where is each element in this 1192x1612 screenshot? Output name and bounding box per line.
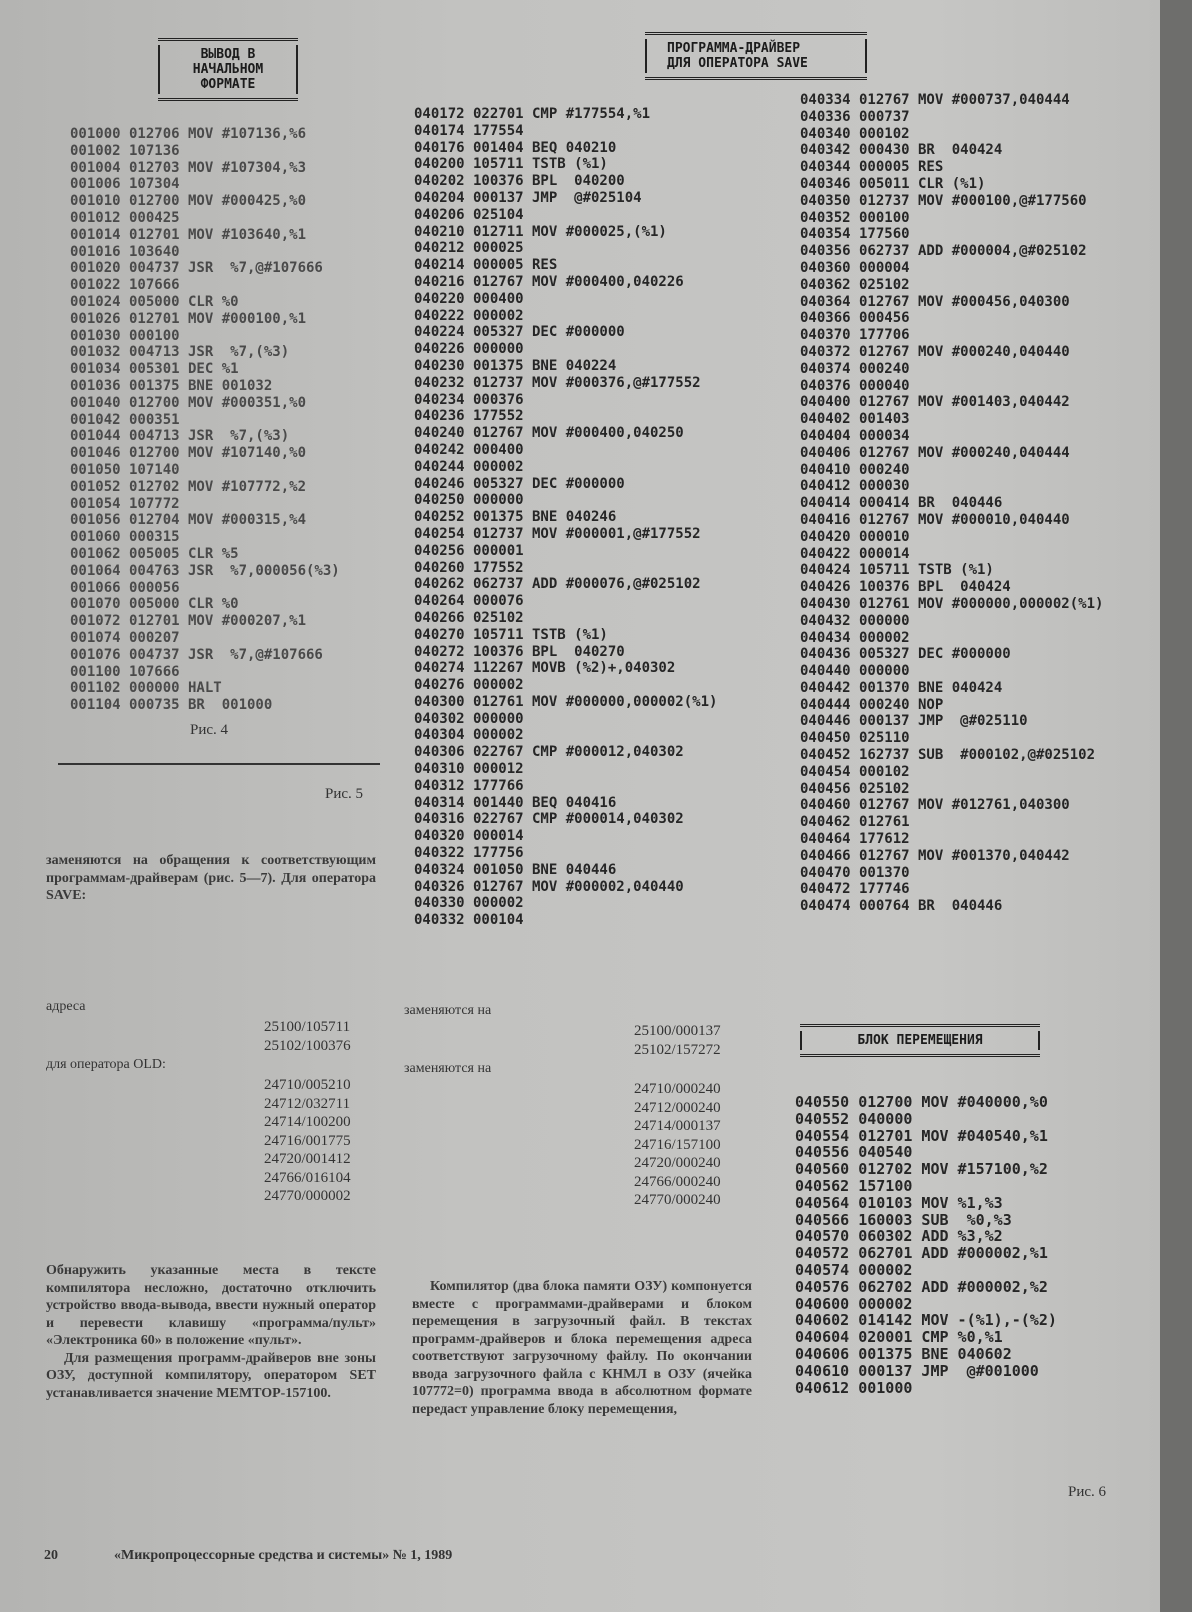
- code-line: 040576 062702 ADD #000002,%2: [795, 1277, 1048, 1296]
- code-line: 040426 100376 BPL 040424: [800, 579, 1011, 596]
- code-line: 001050 107140: [70, 461, 180, 478]
- code-line: 001054 107772: [70, 495, 180, 512]
- code-line: 040222 000002: [414, 307, 524, 324]
- fig6-caption: Рис. 6: [1068, 1484, 1107, 1500]
- code-line: 040602 014142 MOV -(%1),-(%2): [795, 1311, 1057, 1330]
- code-line: 040276 000002: [414, 677, 524, 694]
- code-line: 040270 105711 TSTB (%1): [414, 626, 608, 643]
- code-line: 040252 001375 BNE 040246: [414, 509, 617, 526]
- code-line: 040474 000764 BR 040446: [800, 898, 1003, 915]
- code-line: 040414 000414 BR 040446: [800, 495, 1003, 512]
- code-line: 001032 004713 JSR %7,(%3): [70, 344, 290, 361]
- address-entry: 24720/001412: [264, 1151, 351, 1167]
- code-line: 001022 107666: [70, 277, 180, 294]
- code-line: 040340 000102: [800, 125, 910, 142]
- address-entry: 25100/000137: [634, 1023, 721, 1039]
- fig4-title-line: ВЫВОД В: [200, 47, 256, 62]
- code-line: 040246 005327 DEC #000000: [414, 475, 625, 492]
- code-line: 040224 005327 DEC #000000: [414, 324, 625, 341]
- code-line: 040434 000002: [800, 629, 910, 646]
- code-line: 040572 062701 ADD #000002,%1: [795, 1244, 1048, 1263]
- code-line: 040570 060302 ADD %3,%2: [795, 1227, 1003, 1246]
- fig-divider-rule: [58, 763, 380, 765]
- journal-title: «Микропроцессорные средства и системы» № 1, 1989: [114, 1548, 453, 1563]
- code-line: 001052 012702 MOV #107772,%2: [70, 478, 307, 495]
- code-line: 001004 012703 MOV #107304,%3: [70, 159, 307, 176]
- code-line: 001076 004737 JSR %7,@#107666: [70, 646, 323, 663]
- code-line: 040306 022767 CMP #000012,040302: [414, 744, 684, 761]
- code-line: 040412 000030: [800, 478, 910, 495]
- code-line: 040604 020001 CMP %0,%1: [795, 1328, 1003, 1347]
- code-line: 001066 000056: [70, 579, 180, 596]
- code-line: 040250 000000: [414, 492, 524, 509]
- address-entry: 24714/000137: [634, 1118, 721, 1134]
- code-line: 001064 004763 JSR %7,000056(%3): [70, 562, 340, 579]
- code-line: 040212 000025: [414, 240, 524, 257]
- code-line: 040330 000002: [414, 895, 524, 912]
- code-line: 040234 000376: [414, 391, 524, 408]
- fig5-title-line: ДЛЯ ОПЕРАТОРА SAVE: [667, 56, 808, 71]
- old-addresses-original: [264, 1076, 351, 1206]
- code-line: 040556 040540: [795, 1143, 913, 1162]
- code-line: 001026 012701 MOV #000100,%1: [70, 310, 307, 327]
- code-line: 040354 177560: [800, 226, 910, 243]
- code-line: 001020 004737 JSR %7,@#107666: [70, 260, 323, 277]
- address-entry: 24714/100200: [264, 1114, 351, 1130]
- middle-paragraph: Компилятор (два блока памяти ОЗУ) компонуется вместе с программами-драйверами и блоком перемещения в загрузочный файл. В текстах программ-драйверов и блока перемещения адреса соответствуют загрузочному файлу. По окончании ввода загрузочного файла с КНМЛ в ОЗУ (ячейка 107772=0) программа ввода в абсолютном формате передаст управление блоку перемещения,: [412, 1279, 752, 1417]
- code-line: 040274 112267 MOVB (%2)+,040302: [414, 660, 676, 677]
- code-line: 040174 177554: [414, 122, 524, 139]
- code-line: 040560 012702 MOV #157100,%2: [795, 1160, 1048, 1179]
- replaced-label-old: заменяются на: [404, 1061, 492, 1076]
- fig5-caption: Рис. 5: [325, 786, 364, 802]
- code-line: 040202 100376 BPL 040200: [414, 173, 625, 190]
- code-line: 040366 000456: [800, 310, 910, 327]
- address-entry: 25102/100376: [264, 1037, 351, 1054]
- fig6-code-listing: [795, 1094, 1057, 1396]
- intro-text: заменяются на обращения к соответствующим программам-драйверам (рис. 5—7). Для оператора SAVE:: [46, 853, 376, 903]
- save-addresses-replaced: [634, 1022, 721, 1059]
- code-line: 040206 025104: [414, 206, 524, 223]
- code-line: 040370 177706: [800, 327, 910, 344]
- old-addresses-replaced: [634, 1080, 721, 1210]
- code-line: 040562 157100: [795, 1176, 913, 1195]
- code-line: 040564 010103 MOV %1,%3: [795, 1193, 1003, 1212]
- code-line: 040356 062737 ADD #000004,@#025102: [800, 243, 1087, 260]
- address-entry: 24716/001775: [264, 1132, 351, 1149]
- code-line: 040244 000002: [414, 458, 524, 475]
- address-entry: 24712/000240: [634, 1099, 721, 1116]
- code-line: 040264 000076: [414, 593, 524, 610]
- code-line: 040316 022767 CMP #000014,040302: [414, 811, 684, 828]
- code-line: 001024 005000 CLR %0: [70, 293, 239, 310]
- fig5-title-line: ПРОГРАММА-ДРАЙВЕР: [667, 41, 801, 56]
- code-line: 040436 005327 DEC #000000: [800, 646, 1011, 663]
- code-line: 040240 012767 MOV #000400,040250: [414, 425, 684, 442]
- code-line: 040420 000010: [800, 528, 910, 545]
- fig5-title-box: [645, 32, 867, 80]
- code-line: 040220 000400: [414, 290, 524, 307]
- code-line: 040350 012737 MOV #000100,@#177560: [800, 192, 1087, 209]
- code-line: 040460 012767 MOV #012761,040300: [800, 797, 1070, 814]
- code-line: 040342 000430 BR 040424: [800, 142, 1003, 159]
- code-line: 040424 105711 TSTB (%1): [800, 562, 994, 579]
- code-line: 040266 025102: [414, 609, 524, 626]
- code-line: 040430 012761 MOV #000000,000002(%1): [800, 595, 1104, 612]
- code-line: 040322 177756: [414, 845, 524, 862]
- code-line: 001010 012700 MOV #000425,%0: [70, 193, 307, 210]
- code-line: 040262 062737 ADD #000076,@#025102: [414, 576, 701, 593]
- code-line: 040600 000002: [795, 1294, 913, 1313]
- code-line: 040456 025102: [800, 780, 910, 797]
- code-line: 040344 000005 RES: [800, 159, 944, 176]
- code-line: 040452 162737 SUB #000102,@#025102: [800, 747, 1096, 764]
- left-body-text: [46, 1262, 376, 1402]
- code-line: 040314 001440 BEQ 040416: [414, 794, 617, 811]
- code-line: 040450 025110: [800, 730, 910, 747]
- code-line: 040260 177552: [414, 559, 524, 576]
- code-line: 001102 000000 HALT: [70, 680, 222, 697]
- code-line: 040360 000004: [800, 259, 910, 276]
- left-paragraph-1: Обнаружить указанные места в тексте компилятора несложно, достаточно отключить устройство ввода-вывода, ввести нужный оператор и перевести клавишу «программа/пульт» «Электроника 60» в положение «пульт».: [46, 1263, 376, 1348]
- address-entry: 24770/000240: [634, 1192, 721, 1208]
- code-line: 001056 012704 MOV #000315,%4: [70, 512, 307, 529]
- code-line: 040324 001050 BNE 040446: [414, 861, 617, 878]
- code-line: 040216 012767 MOV #000400,040226: [414, 273, 684, 290]
- code-line: 001100 107666: [70, 663, 180, 680]
- code-line: 040410 000240: [800, 461, 910, 478]
- old-label: для оператора OLD:: [46, 1057, 166, 1072]
- page-edge-shadow: [1160, 0, 1192, 1612]
- code-line: 001034 005301 DEC %1: [70, 361, 239, 378]
- address-entry: 24712/032711: [264, 1095, 351, 1112]
- code-line: 040442 001370 BNE 040424: [800, 679, 1003, 696]
- address-entry: 24770/000002: [264, 1188, 351, 1204]
- code-line: 001006 107304: [70, 176, 180, 193]
- code-line: 040566 160003 SUB %0,%3: [795, 1210, 1012, 1229]
- address-entry: 24710/000240: [634, 1081, 721, 1097]
- code-line: 040326 012767 MOV #000002,040440: [414, 878, 684, 895]
- code-line: 001072 012701 MOV #000207,%1: [70, 613, 307, 630]
- code-line: 040472 177746: [800, 881, 910, 898]
- code-line: 040346 005011 CLR (%1): [800, 175, 986, 192]
- code-line: 040236 177552: [414, 408, 524, 425]
- code-line: 001046 012700 MOV #107140,%0: [70, 445, 307, 462]
- address-entry: 24716/157100: [634, 1136, 721, 1153]
- code-line: 001040 012700 MOV #000351,%0: [70, 394, 307, 411]
- address-entry: 24720/000240: [634, 1155, 721, 1171]
- code-line: 040336 000737: [800, 108, 910, 125]
- code-line: 040242 000400: [414, 441, 524, 458]
- code-line: 040454 000102: [800, 763, 910, 780]
- code-line: 040254 012737 MOV #000001,@#177552: [414, 525, 701, 542]
- code-line: 040406 012767 MOV #000240,040444: [800, 444, 1070, 461]
- code-line: 040302 000000: [414, 710, 524, 727]
- fig6-title-box: [800, 1024, 1040, 1057]
- code-line: 001070 005000 CLR %0: [70, 596, 239, 613]
- code-line: 040362 025102: [800, 276, 910, 293]
- page-number: 20: [44, 1548, 58, 1563]
- code-line: 040304 000002: [414, 727, 524, 744]
- address-entry: 25102/157272: [634, 1041, 721, 1058]
- code-line: 040550 012700 MOV #040000,%0: [795, 1093, 1048, 1111]
- code-line: 001060 000315: [70, 529, 180, 546]
- code-line: 040230 001375 BNE 040224: [414, 357, 617, 374]
- code-line: 040606 001375 BNE 040602: [795, 1344, 1012, 1363]
- code-line: 040226 000000: [414, 341, 524, 358]
- code-line: 001012 000425: [70, 209, 180, 226]
- code-line: 001014 012701 MOV #103640,%1: [70, 226, 307, 243]
- code-line: 040462 012761: [800, 814, 910, 831]
- intro-paragraph: [46, 852, 376, 905]
- code-line: 001000 012706 MOV #107136,%6: [70, 126, 307, 142]
- code-line: 040402 001403: [800, 411, 910, 428]
- code-line: 001044 004713 JSR %7,(%3): [70, 428, 290, 445]
- code-line: 040464 177612: [800, 831, 910, 848]
- code-line: 040176 001404 BEQ 040210: [414, 139, 617, 156]
- code-line: 040364 012767 MOV #000456,040300: [800, 293, 1070, 310]
- code-line: 040440 000000: [800, 663, 910, 680]
- fig4-title-box: [158, 38, 298, 101]
- code-line: 040612 001000: [795, 1378, 913, 1397]
- code-line: 040444 000240 NOP: [800, 696, 944, 713]
- code-line: 040256 000001: [414, 542, 524, 559]
- address-entry: 24766/000240: [634, 1173, 721, 1190]
- code-line: 001030 000100: [70, 327, 180, 344]
- code-line: 040404 000034: [800, 427, 910, 444]
- code-line: 040232 012737 MOV #000376,@#177552: [414, 374, 701, 391]
- code-line: 001042 000351: [70, 411, 180, 428]
- code-line: 040310 000012: [414, 761, 524, 778]
- code-line: 040552 040000: [795, 1109, 913, 1128]
- left-paragraph-2: Для размещения программ-драйверов вне зоны ОЗУ, доступной компилятору, оператором SET устанавливается значение MEMTOP-157100.: [46, 1350, 376, 1401]
- code-line: 040334 012767 MOV #000737,040444: [800, 92, 1070, 108]
- code-line: 040332 000104: [414, 912, 524, 929]
- code-line: 001074 000207: [70, 629, 180, 646]
- code-line: 040470 001370: [800, 864, 910, 881]
- code-line: 040200 105711 TSTB (%1): [414, 156, 608, 173]
- save-addresses-original: [264, 1018, 351, 1055]
- fig4-title-line: ФОРМАТЕ: [200, 77, 256, 92]
- fig4-caption: Рис. 4: [190, 722, 229, 738]
- addresses-label: адреса: [46, 999, 86, 1014]
- address-entry: 24710/005210: [264, 1077, 351, 1093]
- code-line: 040376 000040: [800, 377, 910, 394]
- fig6-title: БЛОК ПЕРЕМЕЩЕНИЯ: [800, 1031, 1040, 1050]
- code-line: 040422 000014: [800, 545, 910, 562]
- address-entry: 24766/016104: [264, 1169, 351, 1186]
- code-line: 040210 012711 MOV #000025,(%1): [414, 223, 667, 240]
- replaced-label-save: заменяются на: [404, 1003, 492, 1018]
- code-line: 001002 107136: [70, 142, 180, 159]
- code-line: 040352 000100: [800, 209, 910, 226]
- code-line: 040300 012761 MOV #000000,000002(%1): [414, 693, 718, 710]
- code-line: 040372 012767 MOV #000240,040440: [800, 343, 1070, 360]
- code-line: 040214 000005 RES: [414, 257, 558, 274]
- code-line: 001104 000735 BR 001000: [70, 697, 273, 714]
- code-line: 040554 012701 MOV #040540,%1: [795, 1126, 1048, 1145]
- code-line: 040204 000137 JMP @#025104: [414, 189, 642, 206]
- fig4-title-line: НАЧАЛЬНОМ: [192, 62, 264, 77]
- code-line: 040432 000000: [800, 612, 910, 629]
- code-line: 040312 177766: [414, 777, 524, 794]
- address-entry: 25100/105711: [264, 1019, 351, 1035]
- code-line: 040574 000002: [795, 1260, 913, 1279]
- code-line: 001016 103640: [70, 243, 180, 260]
- code-line: 040610 000137 JMP @#001000: [795, 1361, 1039, 1380]
- code-line: 040416 012767 MOV #000010,040440: [800, 511, 1070, 528]
- code-line: 040466 012767 MOV #001370,040442: [800, 847, 1070, 864]
- code-line: 040320 000014: [414, 828, 524, 845]
- middle-body-text: [412, 1278, 752, 1418]
- fig5-code-column-1: [414, 106, 717, 929]
- code-line: 040172 022701 CMP #177554,%1: [414, 106, 651, 122]
- code-line: 040400 012767 MOV #001403,040442: [800, 394, 1070, 411]
- fig5-code-column-2: [800, 92, 1103, 915]
- code-line: 001062 005005 CLR %5: [70, 545, 239, 562]
- code-line: 040272 100376 BPL 040270: [414, 643, 625, 660]
- code-line: 040446 000137 JMP @#025110: [800, 713, 1028, 730]
- code-line: 001036 001375 BNE 001032: [70, 377, 273, 394]
- fig4-code-listing: [70, 126, 340, 714]
- code-line: 040374 000240: [800, 360, 910, 377]
